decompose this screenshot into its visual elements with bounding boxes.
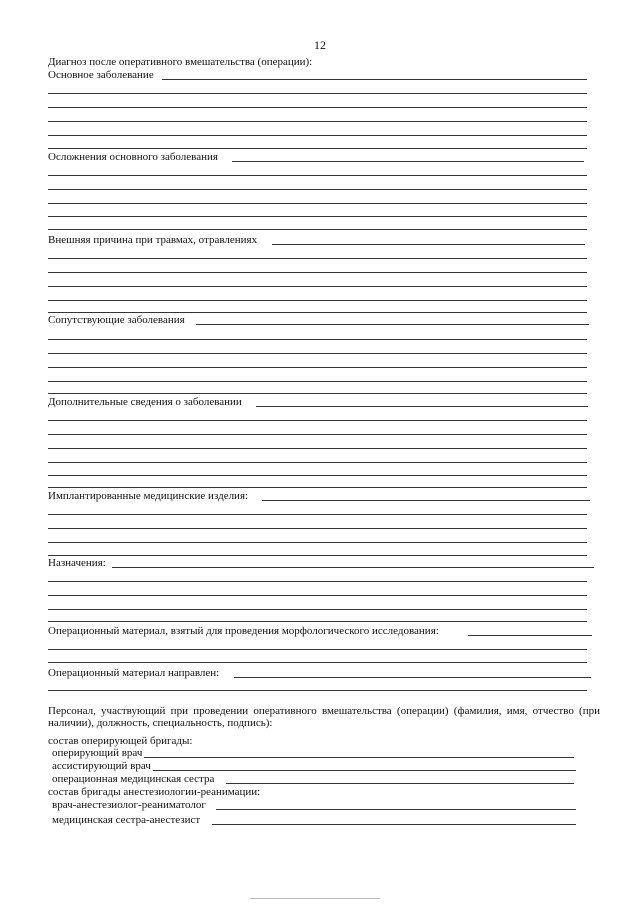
- nurse-field-line[interactable]: [226, 783, 574, 784]
- page-bottom-rule: [250, 898, 380, 899]
- comorbidities-line[interactable]: [48, 353, 587, 354]
- external-cause-line[interactable]: [48, 312, 587, 313]
- prescriptions-label: Назначения:: [48, 557, 106, 569]
- complications-line[interactable]: [48, 229, 587, 230]
- complications-line[interactable]: [48, 175, 587, 176]
- implants-line[interactable]: [48, 555, 587, 556]
- complications-line[interactable]: [48, 216, 587, 217]
- prescriptions-line[interactable]: [48, 609, 587, 610]
- surgeon-field-line[interactable]: [134, 757, 574, 758]
- additional-info-line[interactable]: [48, 487, 587, 488]
- surgical-material-sent-line[interactable]: [48, 690, 587, 691]
- external-cause-line[interactable]: [48, 286, 587, 287]
- complications-line[interactable]: [48, 203, 587, 204]
- anesthesiologist-label: врач-анестезиолог-реаниматолог: [52, 799, 206, 811]
- external-cause-line[interactable]: [48, 258, 587, 259]
- comorbidities-line[interactable]: [48, 393, 587, 394]
- comorbidities-line[interactable]: [48, 339, 587, 340]
- main-disease-label: Основное заболевание: [48, 69, 154, 81]
- additional-info-field-line[interactable]: [256, 406, 588, 407]
- personnel-intro: Персонал, участвующий при проведении оперативного вмешательства (операции) (фамилия, имя, отчество (при наличии), должность, специальность, подпись):: [48, 705, 600, 729]
- surgical-material-taken-line[interactable]: [48, 662, 587, 663]
- main-disease-line[interactable]: [48, 107, 587, 108]
- complications-field-line[interactable]: [232, 161, 584, 162]
- comorbidities-line[interactable]: [48, 381, 587, 382]
- surgical-material-taken-label: Операционный материал, взятый для проведения морфологического исследования:: [48, 625, 439, 637]
- prescriptions-line[interactable]: [48, 595, 587, 596]
- surgical-material-sent-field-line[interactable]: [234, 677, 591, 678]
- surgical-material-taken-line[interactable]: [48, 649, 587, 650]
- comorbidities-line[interactable]: [48, 367, 587, 368]
- page-number: 12: [314, 38, 326, 52]
- surgical-material-taken-field-line[interactable]: [468, 635, 592, 636]
- main-disease-line[interactable]: [48, 93, 587, 94]
- additional-info-line[interactable]: [48, 434, 587, 435]
- surgeon-label: оперирующий врач: [52, 747, 143, 759]
- additional-info-line[interactable]: [48, 420, 587, 421]
- implants-field-line[interactable]: [262, 500, 590, 501]
- additional-info-line[interactable]: [48, 475, 587, 476]
- diagnosis-heading: Диагноз после оперативного вмешательства (операции):: [48, 56, 313, 68]
- anesthesia-nurse-field-line[interactable]: [212, 824, 576, 825]
- assistant-field-line[interactable]: [134, 770, 576, 771]
- comorbidities-field-line[interactable]: [196, 324, 589, 325]
- comorbidities-label: Сопутствующие заболевания: [48, 314, 185, 326]
- external-cause-field-line[interactable]: [272, 244, 585, 245]
- prescriptions-line[interactable]: [48, 581, 587, 582]
- complications-line[interactable]: [48, 189, 587, 190]
- anesthesia-nurse-label: медицинская сестра-анестезист: [52, 814, 201, 826]
- implants-line[interactable]: [48, 514, 587, 515]
- additional-info-line[interactable]: [48, 448, 587, 449]
- main-disease-line[interactable]: [48, 135, 587, 136]
- implants-line[interactable]: [48, 542, 587, 543]
- complications-label: Осложнения основного заболевания: [48, 151, 218, 163]
- additional-info-line[interactable]: [48, 462, 587, 463]
- nurse-label: операционная медицинская сестра: [52, 773, 215, 785]
- implants-label: Имплантированные медицинские изделия:: [48, 490, 249, 502]
- assistant-label: ассистирующий врач: [52, 760, 151, 772]
- main-disease-line[interactable]: [48, 121, 587, 122]
- prescriptions-line[interactable]: [48, 621, 587, 622]
- external-cause-line[interactable]: [48, 300, 587, 301]
- main-disease-line[interactable]: [48, 148, 587, 149]
- main-disease-field-line[interactable]: [162, 79, 587, 80]
- external-cause-line[interactable]: [48, 272, 587, 273]
- external-cause-label: Внешняя причина при травмах, отравлениях: [48, 234, 258, 246]
- surgical-material-sent-label: Операционный материал направлен:: [48, 667, 220, 679]
- anesthesiologist-field-line[interactable]: [216, 809, 576, 810]
- surgical-team-label: состав оперирующей бригады:: [48, 735, 193, 747]
- implants-line[interactable]: [48, 528, 587, 529]
- anesthesia-team-label: состав бригады анестезиологии-реанимации:: [48, 786, 261, 798]
- additional-info-label: Дополнительные сведения о заболевании: [48, 396, 242, 408]
- prescriptions-field-line[interactable]: [112, 567, 594, 568]
